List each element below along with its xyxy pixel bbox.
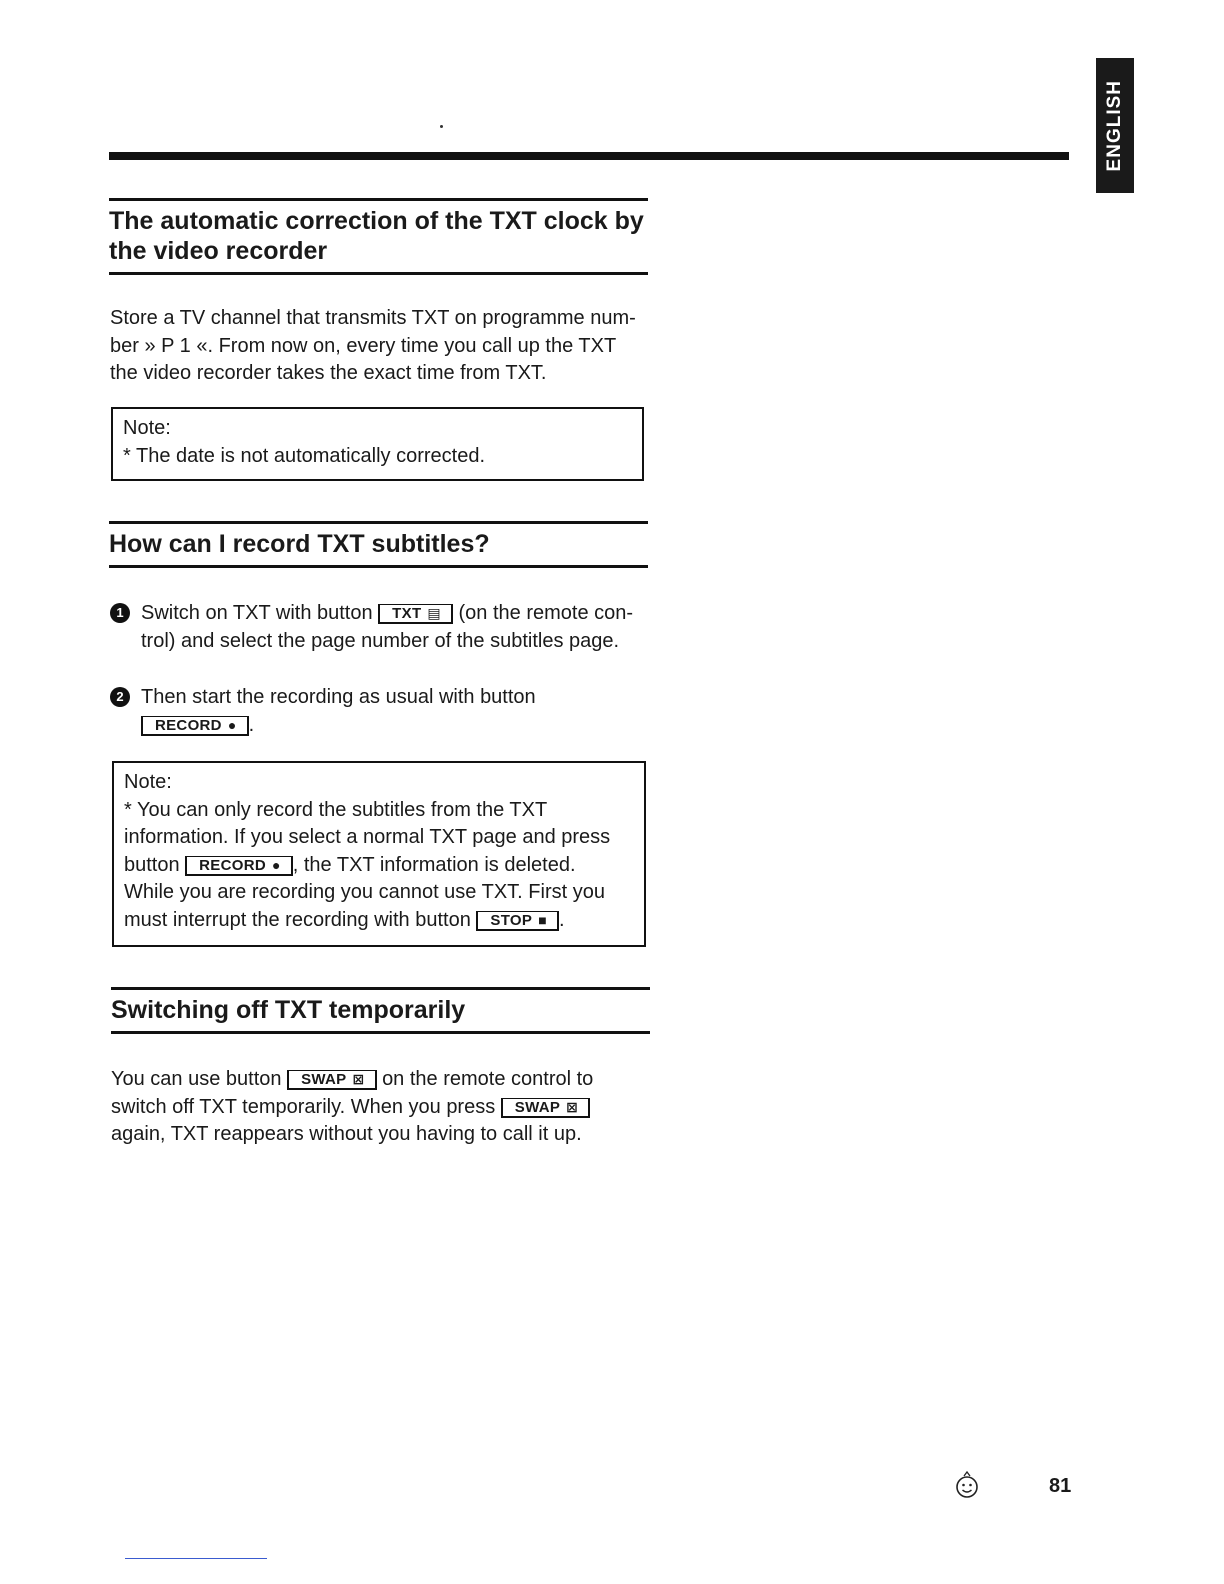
note-label: Note: (124, 771, 172, 793)
record-button-label: RECORD ● (141, 716, 249, 736)
body-line: switch off TXT temporarily. When you press SWAP ⊠ (111, 1094, 651, 1122)
section-heading-txt-clock: The automatic correction of the TXT clock by the video recorder (109, 198, 648, 275)
record-dot-icon: ● (227, 716, 237, 733)
punctuation: . (248, 713, 255, 736)
step-2 (110, 684, 655, 739)
step-1-text-cont: (on the remote con- (458, 602, 634, 624)
note-label: Note: (123, 417, 171, 439)
step-number-2: 2 (110, 687, 130, 707)
body-line: You can use button SWAP ⊠ on the remote control to (111, 1068, 594, 1090)
language-tab-label: ENGLISH (1104, 79, 1125, 172)
section-3-body (111, 1066, 651, 1149)
step-2-text: Then start the recording as usual with button (141, 686, 536, 708)
record-dot-icon: ● (271, 856, 281, 873)
language-tab (1096, 58, 1134, 193)
section-heading-switch-off-txt: Switching off TXT temporarily (111, 987, 650, 1034)
stray-dot (440, 125, 443, 128)
section-heading-record-subtitles: How can I record TXT subtitles? (109, 521, 648, 568)
teletext-icon: ▤ (427, 605, 441, 621)
body-line: the video recorder takes the exact time from TXT. (110, 362, 547, 384)
stop-button-label: STOP ■ (476, 911, 559, 931)
txt-button-label: TXT ▤ (378, 604, 453, 624)
note-line: must interrupt the recording with button STOP ■ . (124, 908, 565, 931)
body-line: ber » P 1 «. From now on, every time you call up the TXT (110, 334, 617, 357)
swap-icon: ⊠ (352, 1071, 365, 1087)
section-1-body (110, 305, 650, 388)
step-1-text: Switch on TXT with button (141, 602, 373, 624)
step-number-1: 1 (110, 603, 130, 623)
body-line: Store a TV channel that transmits TXT on programme num- (110, 307, 636, 329)
smiley-face-icon (952, 1470, 982, 1502)
note-line: information. If you select a normal TXT page and press (124, 826, 611, 848)
note-text: * The date is not automatically corrected. (123, 444, 486, 467)
note-box-subtitles (112, 761, 646, 947)
swap-button-label: SWAP ⊠ (501, 1098, 590, 1118)
record-button-label: RECORD ● (185, 856, 293, 876)
page-number: 81 (1049, 1475, 1072, 1497)
note-line: * You can only record the subtitles from the TXT (124, 798, 548, 821)
step-1-text-line2: trol) and select the page number of the subtitles page. (141, 629, 620, 652)
step-1 (110, 600, 655, 655)
swap-button-label: SWAP ⊠ (287, 1070, 376, 1090)
note-line: button RECORD ● , the TXT information is deleted. (124, 853, 576, 876)
body-line: again, TXT reappears without you having to call it up. (111, 1123, 582, 1145)
bottom-link-rule (125, 1558, 267, 1559)
note-line: While you are recording you cannot use TXT. First you (124, 881, 605, 903)
stop-square-icon: ■ (538, 911, 547, 928)
top-rule (109, 152, 1069, 160)
swap-icon: ⊠ (566, 1098, 579, 1115)
note-box-date (111, 407, 644, 481)
